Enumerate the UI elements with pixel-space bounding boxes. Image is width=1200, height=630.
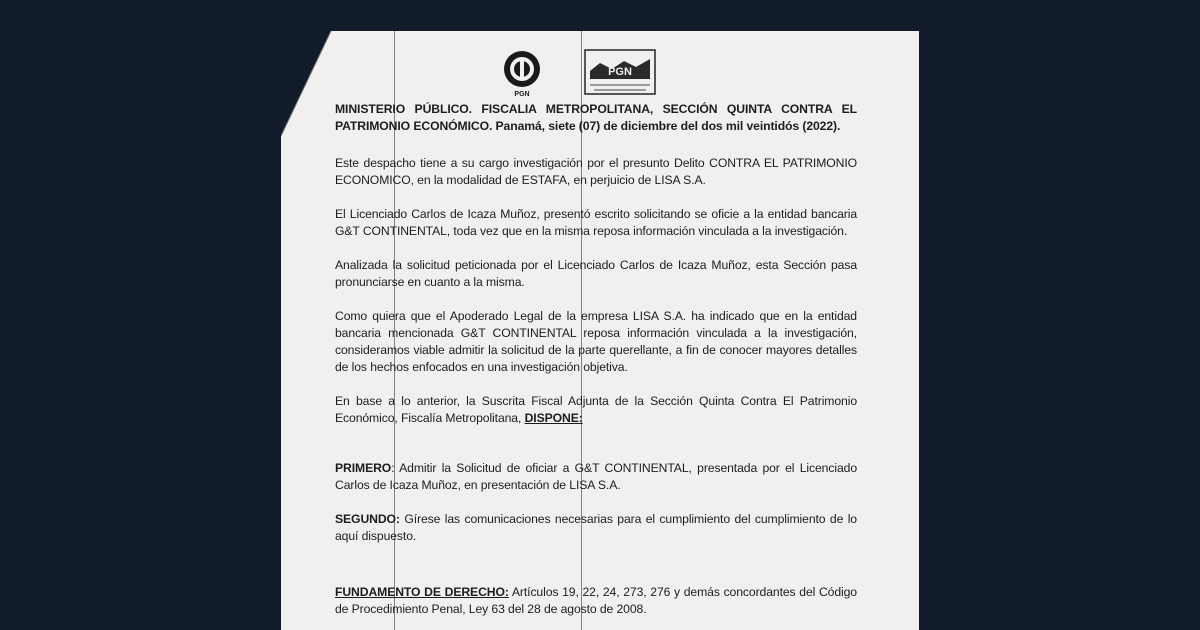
- paragraph-fundamento: [335, 584, 857, 618]
- primero-label: PRIMERO: [335, 461, 392, 475]
- resolution-heading: MINISTERIO PÚBLICO. FISCALIA METROPOLITANA, SECCIÓN QUINTA CONTRA EL PATRIMONIO ECONÓMICO. Panamá, siete (07) de diciembre del dos mil veintidós (2022).: [335, 102, 857, 133]
- svg-text:PGN: PGN: [608, 66, 632, 78]
- paragraph-request: El Licenciado Carlos de Icaza Muñoz, presentó escrito solicitando se oficie a la entidad bancaria G&T CONTINENTAL, toda vez que en la misma reposa información vinculada a la investigación.: [335, 207, 857, 238]
- pgn-stamp-logo: [584, 49, 656, 95]
- page-fold-corner: [281, 31, 341, 141]
- paragraph-primero: [335, 460, 857, 494]
- dispone-label: DISPONE:: [524, 411, 583, 425]
- resolution-body: [335, 101, 857, 618]
- dispone-intro: En base a lo anterior, la Suscrita Fiscal Adjunta de la Sección Quinta Contra El Patrimonio Económico, Fiscalía Metropolitana,: [335, 394, 857, 425]
- segundo-text: Gírese las comunicaciones necesarias para el cumplimiento del cumplimiento de lo aquí dispuesto.: [335, 512, 857, 543]
- svg-text:PGN: PGN: [514, 91, 530, 98]
- fundamento-text: Artículos 19, 22, 24, 273, 276 y demás concordantes del Código de Procedimiento Penal, Ley 63 del 28 de agosto de 2008.: [335, 585, 857, 616]
- primero-text: : Admitir la Solicitud de oficiar a G&T CONTINENTAL, presentada por el Licenciado Carlos de Icaza Muñoz, en presentación de LISA S.A.: [335, 461, 857, 492]
- ministerio-seal-logo: [499, 49, 545, 99]
- fundamento-label: FUNDAMENTO DE DERECHO:: [335, 585, 509, 599]
- paragraph-investigation: Este despacho tiene a su cargo investigación por el presunto Delito CONTRA EL PATRIMONIO ECONOMICO, en la modalidad de ESTAFA, en perjuicio de LISA S.A.: [335, 156, 857, 187]
- paragraph-considerations: Como quiera que el Apoderado Legal de la empresa LISA S.A. ha indicado que en la entidad bancaria mencionada G&T CONTINENTAL reposa información vinculada a la investigación, consideramos viable admitir la solicitud de la parte querellante, a fin de conocer mayores detalles de los hechos enfocados en una investigación objetiva.: [335, 309, 857, 374]
- document-page: [281, 31, 919, 630]
- paragraph-dispone: [335, 393, 857, 427]
- paragraph-analysis: Analizada la solicitud peticionada por el Licenciado Carlos de Icaza Muñoz, esta Sección pasa pronunciarse en cuanto a la misma.: [335, 258, 857, 289]
- paragraph-segundo: [335, 511, 857, 545]
- segundo-label: SEGUNDO:: [335, 512, 400, 526]
